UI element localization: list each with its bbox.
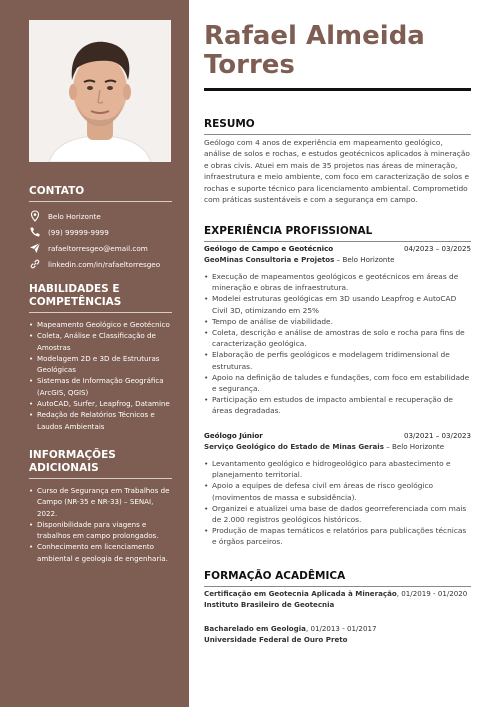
contact-title: CONTATO (29, 185, 172, 202)
contact-linkedin[interactable] (29, 256, 172, 272)
job-role: Geólogo Júnior (204, 431, 263, 440)
contact-phone[interactable] (29, 224, 172, 240)
list-item: • Participação em estudos de impacto ambiental e recuperação de áreas degradadas. (204, 394, 471, 416)
list-item: • Sistemas de Informação Geográfica (ArcGIS, QGIS) (29, 375, 172, 398)
education-degree: Certificação em Geotecnia Aplicada à Mineração (204, 589, 397, 598)
job-separator: – (386, 442, 393, 451)
additional-list (29, 485, 172, 564)
job-entry-1 (204, 244, 471, 417)
list-item: • Disponibilidade para viagens e trabalhos em campo prolongados. (29, 519, 172, 542)
list-item: • Levantamento geológico e hidrogeológico para abastecimento e planejamento territorial. (204, 458, 471, 480)
list-item: • Conhecimento em licenciamento ambiental e geologia de engenharia. (29, 541, 172, 564)
skills-section (29, 283, 172, 432)
send-icon (29, 242, 41, 254)
education-degree: Bacharelado em Geologia (204, 624, 306, 633)
list-item: • Produção de mapas temáticos e relatórios para publicações técnicas e órgãos parceiros. (204, 525, 471, 547)
candidate-name: Rafael Almeida Torres (204, 21, 425, 80)
contact-section (29, 185, 172, 272)
job-company-line (204, 441, 471, 452)
job-role: Geólogo de Campo e Geotécnico (204, 244, 334, 253)
job-entry-2 (204, 431, 471, 548)
summary-text: Geólogo com 4 anos de experiência em mapeamento geológico, análise de solos e rochas, e estudos geotécnicos aplicados à mineração e obras civis. Atuei em mais de 35 projetos nas áreas de mineração, infraestrutura e meio ambiente, com foco em caracterização de solos e rochas e suporte técnico para licenciamento ambiental. Comprometido com práticas sustentáveis e com a segurança em campo. (204, 138, 470, 205)
additional-section (29, 449, 172, 564)
skills-list (29, 319, 172, 432)
list-item: • Coleta, Análise e Classificação de Amostras (29, 330, 172, 353)
education-title: FORMAÇÃO ACADÊMICA (204, 570, 471, 587)
job-header (204, 244, 471, 254)
contact-linkedin-text: linkedin.com/in/rafaeltorresgeo (48, 259, 161, 269)
contact-location (29, 208, 172, 224)
contact-email[interactable] (29, 240, 172, 256)
profile-photo (29, 20, 171, 162)
job-location: Belo Horizonte (342, 255, 395, 264)
job-header (204, 431, 471, 441)
list-item: • Modelei estruturas geológicas em 3D usando Leapfrog e AutoCAD Civil 3D, otimizando em 25% (204, 293, 471, 315)
phone-icon (29, 226, 41, 238)
job-period: 04/2023 – 03/2025 (404, 244, 471, 253)
education-institution: Instituto Brasileiro de Geotecnia (204, 600, 335, 609)
job-bullets (204, 458, 471, 548)
education-institution-line (204, 599, 471, 610)
job-company-line (204, 254, 471, 265)
education-institution-line (204, 634, 471, 645)
list-item: • Apoio a equipes de defesa civil em áreas de risco geológico (movimentos de massa e subsidência). (204, 480, 471, 502)
list-item: • Modelagem 2D e 3D de Estruturas Geológicas (29, 353, 172, 376)
list-item: • Redação de Relatórios Técnicos e Laudos Ambientais (29, 409, 172, 432)
sidebar (0, 0, 189, 707)
education-period: , 01/2013 - 01/2017 (305, 624, 377, 633)
location-pin-icon (29, 210, 41, 222)
skills-title: HABILIDADES E COMPETÊNCIAS (29, 283, 172, 313)
additional-title: INFORMAÇÕES ADICIONAIS (29, 449, 172, 479)
list-item: • Organizei e atualizei uma base de dados georreferenciada com mais de 2.000 registros geológicos históricos. (204, 503, 471, 525)
name-divider (204, 88, 471, 91)
contact-location-text: Belo Horizonte (48, 211, 101, 221)
education-entry-1 (204, 588, 471, 610)
education-degree-line (204, 588, 471, 599)
list-item: • Mapeamento Geológico e Geotécnico (29, 319, 172, 330)
summary-title: RESUMO (204, 118, 471, 135)
job-separator: – (336, 255, 343, 264)
list-item: • Curso de Segurança em Trabalhos de Campo (NR-35 e NR-33) – SENAI, 2022. (29, 485, 172, 519)
job-period: 03/2021 – 03/2023 (404, 431, 471, 440)
contact-phone-text: (99) 99999-9999 (48, 227, 109, 237)
list-item: • Apoio na definição de taludes e fundações, com foco em estabilidade e segurança. (204, 372, 471, 394)
list-item: • Elaboração de perfis geológicos e modelagem tridimensional de estruturas. (204, 349, 471, 371)
job-company: GeoMinas Consultoria e Projetos (204, 255, 335, 264)
education-entry-2 (204, 623, 471, 645)
list-item: • Coleta, descrição e análise de amostras de solo e rocha para fins de caracterização geológica. (204, 327, 471, 349)
education-period: , 01/2019 - 01/2020 (396, 589, 468, 598)
experience-title: EXPERIÊNCIA PROFISSIONAL (204, 225, 471, 242)
link-icon (29, 258, 41, 270)
education-degree-line (204, 623, 471, 634)
list-item: • AutoCAD, Surfer, Leapfrog, Datamine (29, 398, 172, 409)
job-bullets (204, 271, 471, 417)
list-item: • Tempo de análise de viabilidade. (204, 316, 471, 327)
list-item: • Execução de mapeamentos geológicos e geotécnicos em áreas de mineração e obras de infraestrutura. (204, 271, 471, 293)
contact-email-text: rafaeltorresgeo@email.com (48, 243, 148, 253)
contact-list (29, 208, 172, 272)
job-company: Serviço Geológico do Estado de Minas Gerais (204, 442, 384, 451)
job-location: Belo Horizonte (392, 442, 445, 451)
education-institution: Universidade Federal de Ouro Preto (204, 635, 348, 644)
